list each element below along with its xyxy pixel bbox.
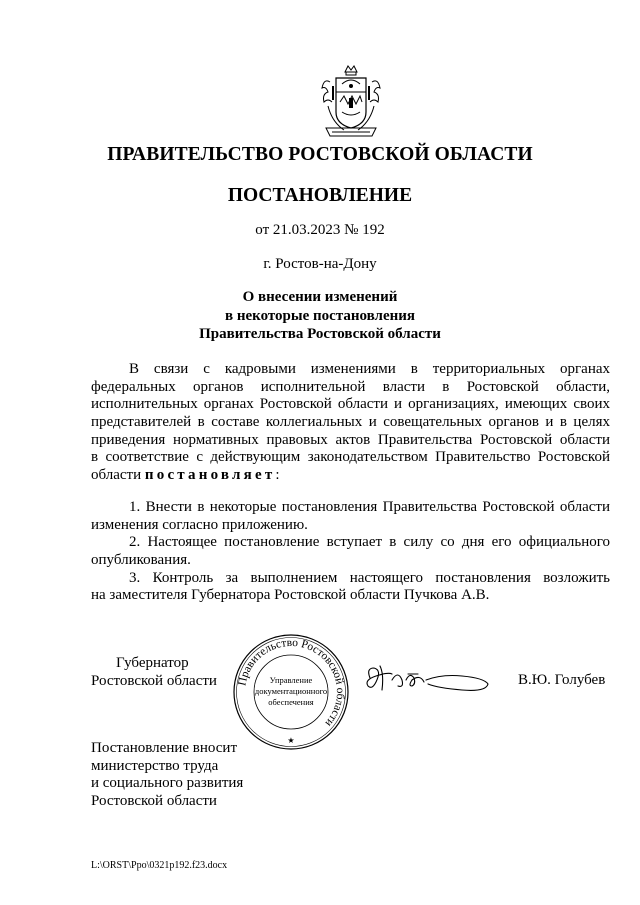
subject-line: Правительства Ростовской области: [199, 326, 441, 342]
stamp-star-icon: ★: [287, 736, 295, 745]
signatory-position-line: Губернатор: [116, 655, 189, 671]
decree-word: постановляет: [144, 467, 276, 484]
handwritten-signature: [362, 660, 492, 696]
subject-line: в некоторые постановления: [224, 307, 416, 324]
preamble-line: исполнительных органах Ростовской области и организациях, имеющих своих: [91, 396, 610, 413]
subject-line: О внесении изменений: [242, 289, 398, 305]
preamble-paragraph: [91, 361, 610, 485]
signatory-name: В.Ю. Голубев: [518, 672, 606, 688]
stamp-inner-line: обеспечения: [268, 697, 314, 707]
document-type-title: ПОСТАНОВЛЕНИЕ: [227, 185, 413, 206]
preamble-line: в соответствие с действующим законодательством Правительство Ростовской: [91, 449, 610, 466]
preamble-last-suffix: :: [275, 467, 280, 484]
preamble-line: федеральных органов исполнительной власти в Ростовской области,: [91, 378, 610, 395]
document-date-number: от 21.03.2023 № 192: [255, 222, 385, 238]
item-2-line: опубликования.: [91, 552, 191, 569]
preamble-line: представителей в составе коллегиальных и совещательных органов и в целях: [91, 414, 610, 431]
file-path-footer: L:\ORST\Ppo\0321p192.f23.docx: [91, 860, 228, 871]
item-1-line: 1. Внести в некоторые постановления Правительства Ростовской области: [129, 499, 610, 515]
item-3-line: на заместителя Губернатора Ростовской области Пучкова А.В.: [91, 587, 490, 604]
signatory-position: [91, 654, 217, 690]
stamp-inner-line: Управление: [269, 675, 313, 685]
preamble-line: приведения нормативных правовых актов Правительства Ростовской области: [91, 431, 610, 448]
official-stamp: [232, 633, 350, 751]
item-2-line: 2. Настоящее постановление вступает в силу со дня его официального: [129, 534, 610, 551]
document-subject: [0, 288, 640, 344]
stamp-inner-line: документационного: [254, 686, 328, 696]
document-city: г. Ростов-на-Дону: [263, 256, 377, 272]
preamble-last-prefix: области: [91, 467, 145, 484]
submitter-line: министерство труда: [91, 757, 219, 774]
preamble-last-line: [91, 467, 610, 485]
item-3-line: 3. Контроль за выполнением настоящего постановления возложить: [129, 569, 610, 586]
stamp-outer-path: Правительство Ростовской области: [236, 636, 347, 729]
item-1-line: изменения согласно приложению.: [91, 516, 308, 533]
coat-of-arms-emblem: [318, 62, 384, 140]
submitter-line: Ростовской области: [91, 792, 217, 809]
preamble-line: В связи с кадровыми изменениями в территориальных органах: [129, 361, 610, 377]
submitter-block: [91, 740, 243, 810]
submitter-line: Постановление вносит: [91, 740, 238, 756]
signatory-position-line: Ростовской области: [91, 673, 217, 689]
decree-items: [91, 499, 610, 605]
government-name-title: ПРАВИТЕЛЬСТВО РОСТОВСКОЙ ОБЛАСТИ: [107, 144, 533, 165]
submitter-line: и социального развития: [91, 775, 244, 792]
